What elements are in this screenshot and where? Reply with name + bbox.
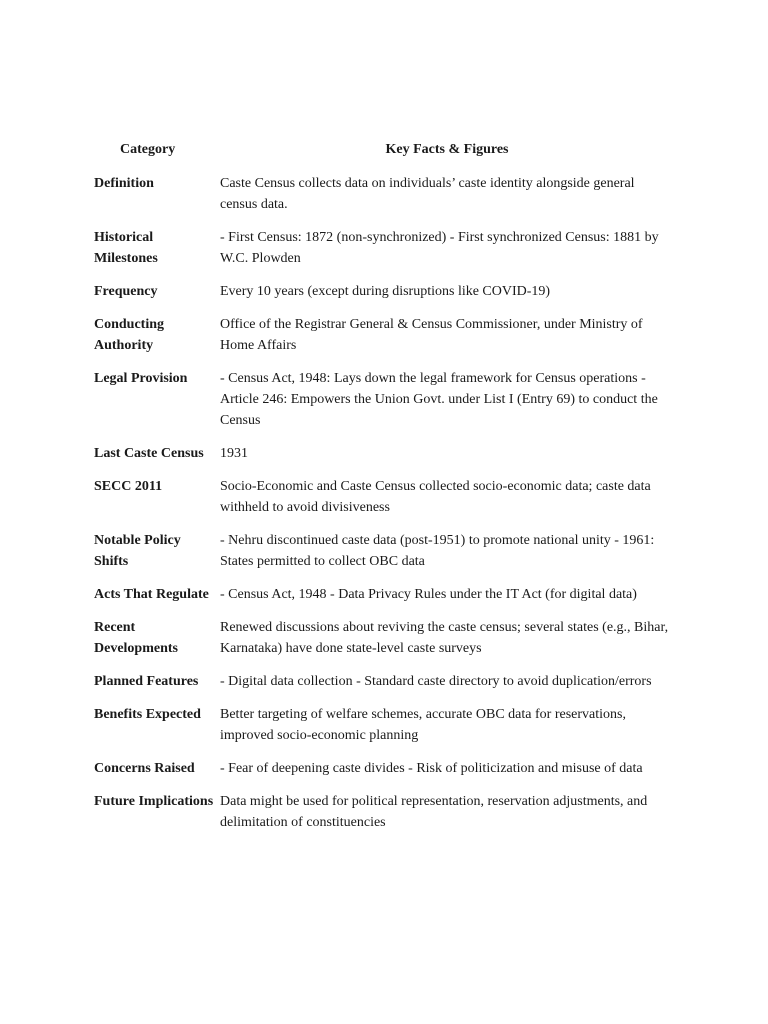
row-category: Planned Features [94, 674, 199, 689]
table-row [94, 704, 674, 758]
table-row [94, 584, 674, 617]
row-facts: - Fear of deepening caste divides - Risk of politicization and misuse of data [220, 761, 643, 776]
row-facts: Renewed discussions about reviving the caste census; several states (e.g., Bihar, Karnataka) have done state-level caste surveys [220, 620, 669, 656]
row-facts: Caste Census collects data on individuals’ caste identity alongside general census data. [220, 176, 635, 212]
row-category: SECC 2011 [94, 479, 163, 494]
row-category: Historical Milestones [94, 230, 158, 266]
row-facts: - First Census: 1872 (non-synchronized) - First synchronized Census: 1881 by W.C. Plowden [220, 230, 659, 266]
row-category: Recent Developments [94, 620, 178, 656]
row-category: Conducting Authority [94, 317, 165, 353]
row-category: Acts That Regulate [94, 587, 209, 602]
row-facts: 1931 [220, 446, 248, 461]
column-header-key-facts: Key Facts & Figures [385, 142, 509, 157]
row-facts: Every 10 years (except during disruptions like COVID-19) [220, 284, 551, 299]
row-facts: - Census Act, 1948: Lays down the legal framework for Census operations - Article 246: Empowers the Union Govt. under List I (Entry 69) to conduct the Census [220, 371, 658, 428]
row-facts: Better targeting of welfare schemes, accurate OBC data for reservations, improved socio-economic planning [220, 707, 626, 743]
row-category: Last Caste Census [94, 446, 204, 461]
table-header-row [94, 140, 674, 173]
row-category: Notable Policy Shifts [94, 533, 181, 569]
row-category: Definition [94, 176, 154, 191]
row-facts: Office of the Registrar General & Census Commissioner, under Ministry of Home Affairs [220, 317, 643, 353]
row-category: Future Implications [94, 794, 214, 809]
table-row [94, 530, 674, 584]
row-facts: - Census Act, 1948 - Data Privacy Rules under the IT Act (for digital data) [220, 587, 637, 602]
row-facts: Data might be used for political representation, reservation adjustments, and delimitation of constituencies [220, 794, 648, 830]
table-row [94, 281, 674, 314]
table-row [94, 314, 674, 368]
table-row [94, 476, 674, 530]
row-facts: - Digital data collection - Standard caste directory to avoid duplication/errors [220, 674, 652, 689]
table-row [94, 443, 674, 476]
table-row [94, 227, 674, 281]
table-row [94, 368, 674, 443]
table-row [94, 791, 674, 845]
table-row [94, 671, 674, 704]
row-facts: Socio-Economic and Caste Census collected socio-economic data; caste data withheld to avoid divisiveness [220, 479, 651, 515]
table-row [94, 173, 674, 227]
row-facts: - Nehru discontinued caste data (post-1951) to promote national unity - 1961: States permitted to collect OBC data [220, 533, 655, 569]
caste-census-facts-table [94, 140, 674, 845]
row-category: Frequency [94, 284, 158, 299]
row-category: Benefits Expected [94, 707, 201, 722]
row-category: Concerns Raised [94, 761, 195, 776]
table-row [94, 758, 674, 791]
table-row [94, 617, 674, 671]
row-category: Legal Provision [94, 371, 188, 386]
column-header-category: Category [120, 142, 176, 157]
